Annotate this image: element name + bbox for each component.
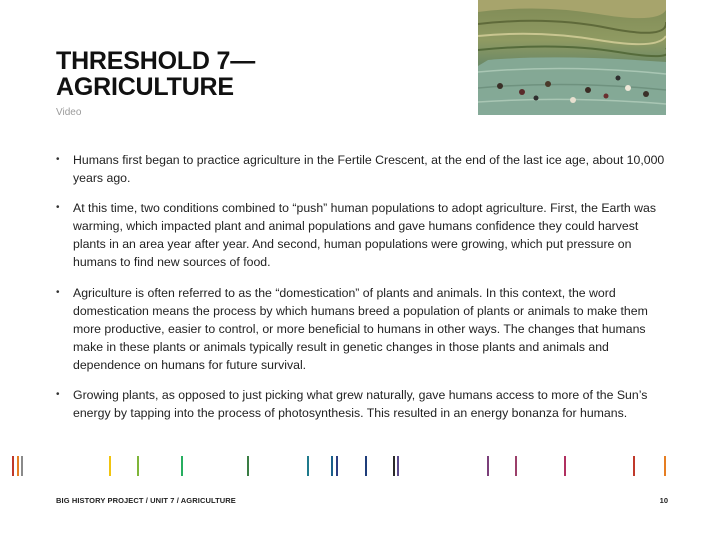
bullet-item [56, 386, 672, 422]
slide-title-line-1: THRESHOLD 7— [56, 47, 256, 75]
threshold-bar [181, 456, 183, 476]
rice-terrace-photo [478, 0, 666, 115]
bullet-item [56, 151, 672, 187]
threshold-bar [487, 456, 489, 476]
threshold-bar [336, 456, 338, 476]
threshold-bar [633, 456, 635, 476]
bullet-text: At this time, two conditions combined to “push” human populations to adopt agriculture. First, the Earth was warming, which impacted plant and animal populations and gave humans confidence they could harvest plants in an area year after year. And second, human populations were growing, which put pressure on humans to find new sources of food. [73, 201, 657, 270]
threshold-bar [17, 456, 19, 476]
threshold-bar [137, 456, 139, 476]
threshold-bar [331, 456, 333, 476]
threshold-bar-strip [0, 456, 720, 478]
bullet-text: Growing plants, as opposed to just picking what grew naturally, gave humans access to more of the Sun’s energy by tapping into the process of photosynthesis. This resulted in an energy bonanza for humans. [73, 388, 648, 421]
threshold-bar [397, 456, 399, 476]
bullet-item [56, 284, 672, 374]
threshold-bar [109, 456, 111, 476]
threshold-bar [12, 456, 14, 476]
footer-breadcrumb: BIG HISTORY PROJECT / UNIT 7 / AGRICULTURE [56, 496, 236, 505]
slide-subtitle: Video [56, 107, 82, 118]
threshold-bar [564, 456, 566, 476]
threshold-bar [365, 456, 367, 476]
bullet-marker: • [56, 154, 60, 165]
slide-title [56, 48, 255, 100]
page-number: 10 [659, 496, 668, 505]
bullet-marker: • [56, 389, 60, 401]
threshold-bar [664, 456, 666, 476]
slide-title-line-2: AGRICULTURE [56, 73, 234, 101]
bullet-item [56, 199, 672, 271]
bullet-marker: • [56, 202, 60, 214]
bullet-marker: • [56, 286, 60, 298]
threshold-bar [393, 456, 395, 476]
threshold-bar [247, 456, 249, 476]
threshold-bar [307, 456, 309, 476]
bullet-list [56, 151, 672, 434]
threshold-bar [21, 456, 23, 476]
bullet-text: Agriculture is often referred to as the “domestication” of plants and animals. In this context, the word domestication means the process by which humans breed a population of plants or animals to make them more productive, easier to control, or more beneficial to humans in other ways. The changes that humans make in these plants or animals typically result in genetic changes in those plants and animals and dependence on humans for future survival. [73, 285, 648, 372]
threshold-bar [515, 456, 517, 476]
bullet-text: Humans first began to practice agriculture in the Fertile Crescent, at the end of the last ice age, about 10,000 years ago. [73, 153, 665, 186]
